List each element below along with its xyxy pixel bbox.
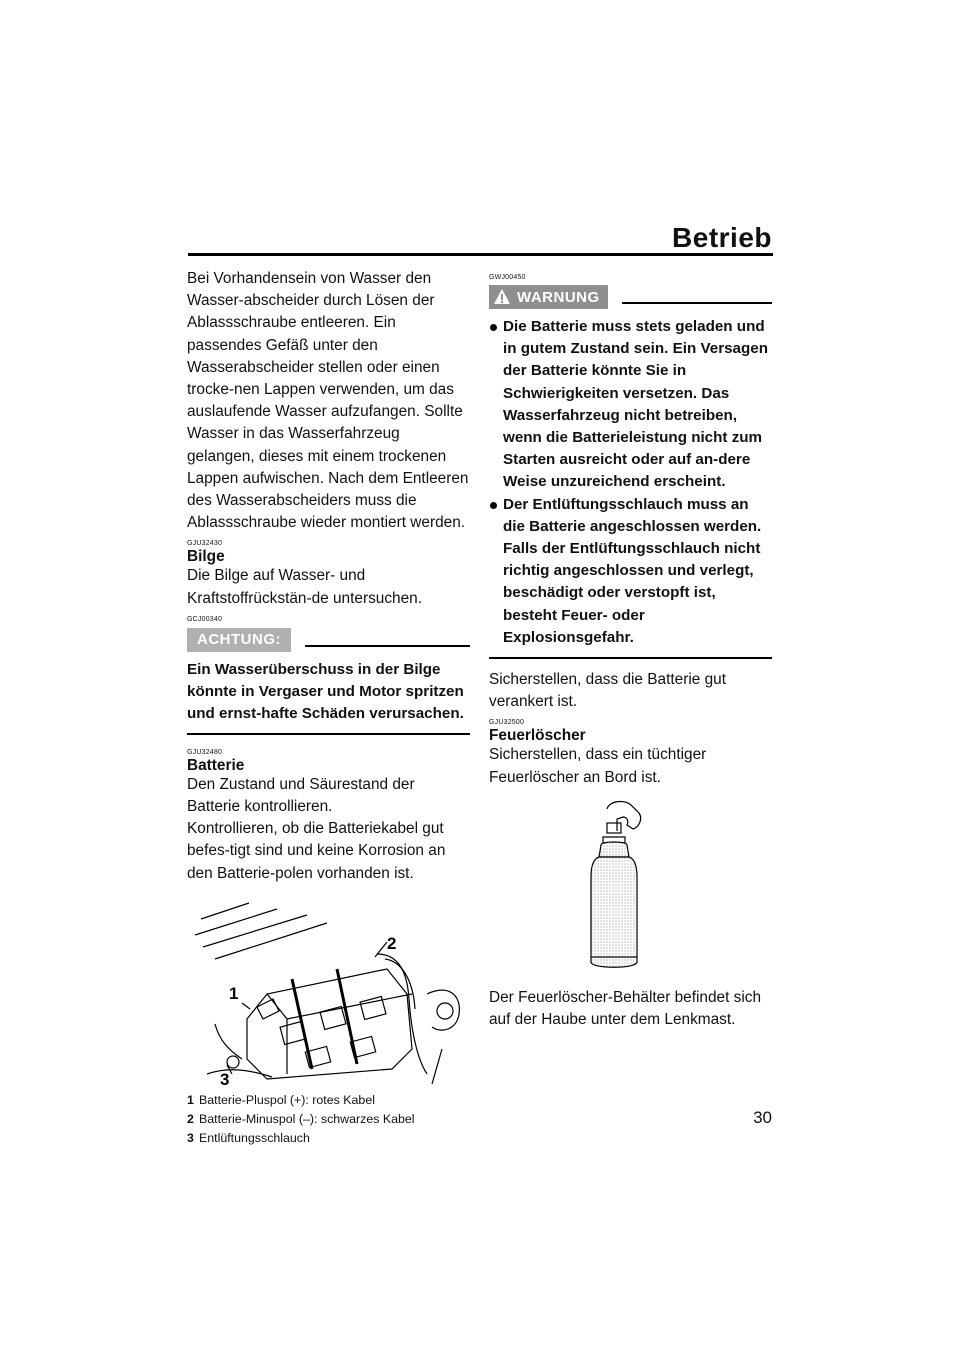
warning-list (489, 316, 772, 649)
battery-heading: Batterie (187, 756, 245, 774)
extinguisher-location-text: Der Feuerlöscher-Behälter befindet sich auf der Haube unter dem Lenkmast. (489, 988, 762, 1029)
callout-2: 2 (387, 933, 397, 953)
caution-label: ACHTUNG: (187, 628, 291, 652)
battery-illustration (187, 899, 470, 1089)
warning-code: GWJ00450 (489, 274, 526, 281)
warning-item: Der Entlüftungsschlauch muss an die Batterie angeschlossen werden. Falls der Entlüftungsschlauch nicht richtig angeschlossen und verlegt, beschädigt oder verstopft ist, besteht Feuer- oder Explosionsgefahr. (489, 494, 772, 649)
header-rule (188, 253, 773, 256)
page-number: 30 (753, 1108, 772, 1127)
caution-bottom-rule (187, 733, 470, 735)
warning-label-box (489, 285, 608, 309)
caution-box (187, 627, 470, 735)
bilge-heading: Bilge (187, 548, 225, 566)
warning-triangle-icon (493, 288, 511, 306)
right-column (489, 268, 772, 1031)
warning-item: Die Batterie muss stets geladen und in gutem Zustand sein. Ein Versagen der Batterie könnte Sie in Schwierigkeiten versetzen. Das Wasserfahrzeug nicht betreiben, wenn die Batterieleistung nicht zum Starten ausreicht oder auf an-dere Weise unzureichend erscheint. (489, 316, 772, 494)
warning-bottom-rule (489, 657, 772, 659)
secure-text: Sicherstellen, dass die Batterie gut verankert ist. (489, 671, 726, 711)
battery-text-1: Den Zustand und Säurestand der Batterie kontrollieren. (187, 775, 415, 816)
caution-code: GCJ00340 (187, 615, 223, 623)
caution-text: Ein Wasserüberschuss in der Bilge könnte in Vergaser und Motor spritzen und ernst-hafte Schäden verursachen. (187, 660, 464, 722)
page-title: Betrieb (672, 222, 772, 253)
legend-item: 1 Batterie-Pluspol (+): rotes Kabel (187, 1092, 375, 1107)
figure-legend (187, 1091, 470, 1148)
bilge-code: GJU32430 (187, 540, 223, 548)
caution-top-rule (305, 645, 470, 647)
warning-label: WARNUNG (517, 288, 600, 306)
callout-3: 3 (220, 1069, 230, 1089)
intro-paragraph: Bei Vorhandensein von Wasser den Wasser-abscheider durch Lösen der Ablassschraube entleeren. Ein passendes Gefäß unter den Wasserabscheider stellen oder einen trocke-nen Lappen verwenden, um das auslaufende Wasser aufzufangen. Sollte Wasser in das Wasserfahrzeug gelangen, dieses mit einem trockenen Lappen aufwischen. Nach dem Entleeren des Wasserabscheiders muss die Ablassschraube wieder montiert werden. (187, 270, 469, 532)
bilge-text: Die Bilge auf Wasser- und Kraftstoffrückstän-de untersuchen. (187, 567, 422, 607)
left-column (187, 268, 470, 1148)
legend-item: 3 Entlüftungsschlauch (187, 1130, 310, 1145)
battery-text-2: Kontrollieren, ob die Batteriekabel gut befes-tigt sind und keine Korrosion an den Batterie-polen vorhanden ist. (187, 820, 446, 882)
legend-item: 2 Batterie-Minuspol (–): schwarzes Kabel (187, 1111, 415, 1126)
extinguisher-code: GJU32500 (489, 719, 525, 727)
extinguisher-text: Sicherstellen, dass ein tüchtiger Feuerlöscher an Bord ist. (489, 746, 707, 786)
extinguisher-illustration (489, 797, 772, 977)
extinguisher-heading: Feuerlöscher (489, 727, 586, 745)
callout-1: 1 (229, 983, 239, 1003)
battery-code: GJU32480 (187, 748, 223, 756)
warning-top-rule (622, 302, 772, 304)
